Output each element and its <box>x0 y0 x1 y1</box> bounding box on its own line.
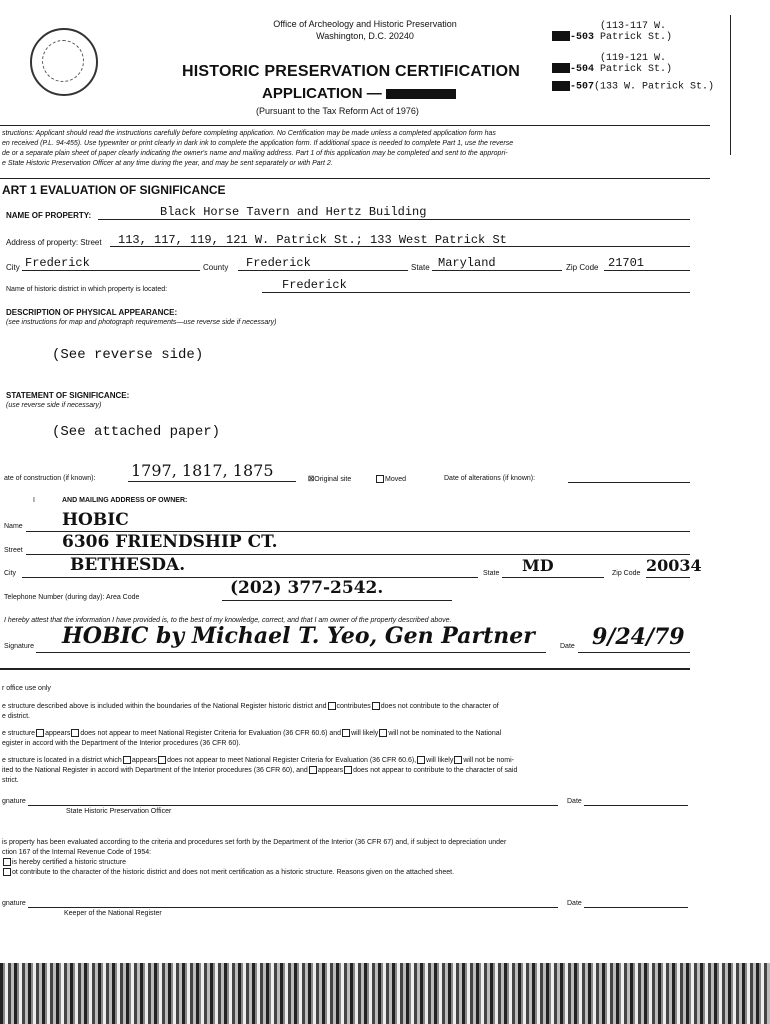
phone-value[interactable]: (202) 377-2542. <box>230 578 384 598</box>
city-value[interactable]: Frederick <box>25 256 90 270</box>
checkbox[interactable] <box>344 766 352 774</box>
attestation: I hereby attest that the information I have provided is, to the best of my knowledge, correct, and that I am owner of the property described above. <box>4 617 452 624</box>
address-value[interactable]: 113, 117, 119, 121 W. Patrick St.; 133 West Patrick St <box>118 233 507 247</box>
office-use-paragraph-1: e structure described above is included within the boundaries of the National Register historic district and contributes does not contribute to the character of e district. <box>2 703 499 720</box>
street-label: Street <box>4 547 23 554</box>
shpo-title: State Historic Preservation Officer <box>66 808 172 815</box>
owner-prefix: I <box>33 497 35 504</box>
checkbox[interactable] <box>372 702 380 710</box>
zip-value[interactable]: 21701 <box>608 256 645 270</box>
statement-sub: (use reverse side if necessary) <box>6 402 102 409</box>
owner-city-label: City <box>4 570 17 577</box>
owner-signature[interactable]: HOBIC by Michael T. Yeo, Gen Partner <box>62 623 535 649</box>
phone-label: Telephone Number (during day): Area Code <box>4 594 140 601</box>
district-label: Name of historic district in which property is located: <box>6 286 168 293</box>
margin-rule <box>730 15 731 155</box>
signature-label: Signature <box>4 643 34 650</box>
address-label: Address of property: Street <box>6 238 102 247</box>
keeper-date-label: Date <box>567 900 582 907</box>
office-use-paragraph-4: is property has been evaluated according to the criteria and procedures set forth by the Department of the Interior (36 CFR 67) and, if subject to depreciation under ction 167 of the Internal Revenue Code of 1954: is hereby certified a historic structure ot contribute to the character of the historic district and does not merit certification as a historic structure. Reasons given on the attached sheet. <box>2 839 507 876</box>
state-value[interactable]: Maryland <box>438 256 496 270</box>
office-use-heading: r office use only <box>2 685 51 692</box>
owner-state-value[interactable]: MD <box>522 556 554 575</box>
divider <box>0 668 690 670</box>
construction-label: ate of construction (if known): <box>4 475 96 482</box>
statement-label: STATEMENT OF SIGNIFICANCE: <box>6 391 130 400</box>
property-name-value[interactable]: Black Horse Tavern and Hertz Building <box>160 205 427 219</box>
county-value[interactable]: Frederick <box>246 256 311 270</box>
date-label: Date <box>560 643 575 650</box>
description-value[interactable]: (See reverse side) <box>52 347 204 363</box>
street-value[interactable]: 6306 FRIENDSHIP CT. <box>62 532 278 552</box>
instructions: structions: Applicant should read the instructions carefully before completing application. No Certification may be made unless a completed application form has en received (P.L. 94-455). Use typewriter or print clearly in dark ink to complete the application form. If additional space is needed to complete Part 1, use the reverse de or a separate plain sheet of paper clearly indicating the owner's name and mailing address. Part 1 of this application may be completed and sent to the appropri- e State Historic Preservation Officer at any time during the year, and may be sent separately or with Part 2. <box>2 130 514 167</box>
owner-heading: AND MAILING ADDRESS OF OWNER: <box>62 497 188 504</box>
part1-heading: ART 1 EVALUATION OF SIGNIFICANCE <box>2 183 226 197</box>
checkbox[interactable] <box>3 868 11 876</box>
stamp-507: -507(133 W. Patrick St.) <box>552 81 714 93</box>
divider <box>0 125 710 126</box>
moved-option[interactable]: Moved <box>375 475 406 483</box>
office-use-paragraph-2: e structure appears does not appear to meet National Register Criteria for Evaluation (36 CFR 60.6) and will likely will not be nominated to the National egister in accord with the Department of the Interior procedures (36 CFR 60). <box>2 730 502 747</box>
property-name-label: NAME OF PROPERTY: <box>6 211 92 220</box>
redaction-mark <box>386 89 456 99</box>
stamp-504: -504 (119-121 W. Patrick St.) <box>552 53 710 75</box>
owner-name-value[interactable]: HOBIC <box>62 510 129 530</box>
description-sub: (see instructions for map and photograph requirements—use reverse side if necessary) <box>6 319 277 326</box>
checkbox[interactable] <box>3 858 11 866</box>
form-pursuant: (Pursuant to the Tax Reform Act of 1976) <box>256 106 419 116</box>
district-value[interactable]: Frederick <box>282 278 347 292</box>
alterations-label: Date of alterations (if known): <box>444 475 536 482</box>
form-subtitle: APPLICATION — <box>262 85 456 102</box>
zip-label: Zip Code <box>566 263 599 272</box>
office-city: Washington, D.C. 20240 <box>316 31 414 41</box>
owner-state-label: State <box>483 570 500 577</box>
checkbox[interactable] <box>342 729 350 737</box>
city-label: City <box>6 263 20 272</box>
checkbox[interactable] <box>454 756 462 764</box>
office-name: Office of Archeology and Historic Preservation <box>273 19 457 29</box>
construction-value[interactable]: 1797, 1817, 1875 <box>131 461 274 480</box>
department-seal <box>30 28 98 96</box>
state-label: State <box>411 263 430 272</box>
keeper-signature-label: gnature <box>2 900 26 907</box>
statement-value[interactable]: (See attached paper) <box>52 424 221 440</box>
office-use-paragraph-3: e structure is located in a district which appears does not appear to meet National Register Criteria for Evaluation (36 CFR 60.6), will likely will not be nomi- ited to the National Register in accord with Department of the Interior procedures (36 CFR 60), and appears does not appear to contribute to the character of said strict. <box>2 757 518 784</box>
checkbox[interactable] <box>158 756 166 764</box>
owner-zip-value[interactable]: 20034 <box>646 556 702 575</box>
original-site-option[interactable]: ☒Original site <box>308 476 352 483</box>
county-label: County <box>203 263 229 272</box>
stamp-503: -503 (113-117 W. Patrick St.) <box>552 21 710 43</box>
form-title: HISTORIC PRESERVATION CERTIFICATION <box>182 63 520 80</box>
keeper-title: Keeper of the National Register <box>64 910 162 917</box>
checkbox[interactable] <box>36 729 44 737</box>
owner-name-label: Name <box>4 523 23 530</box>
shpo-date-label: Date <box>567 798 582 805</box>
date-value[interactable]: 9/24/79 <box>592 624 685 650</box>
scan-noise-band <box>0 963 770 1024</box>
checkbox[interactable] <box>379 729 387 737</box>
divider <box>0 178 710 179</box>
checkbox[interactable] <box>309 766 317 774</box>
checkbox[interactable] <box>417 756 425 764</box>
owner-city-value[interactable]: BETHESDA. <box>70 555 186 575</box>
checkbox[interactable] <box>123 756 131 764</box>
shpo-signature-label: gnature <box>2 798 26 805</box>
owner-zip-label: Zip Code <box>612 570 641 577</box>
checkbox[interactable] <box>71 729 79 737</box>
description-label: DESCRIPTION OF PHYSICAL APPEARANCE: <box>6 308 178 317</box>
checkbox[interactable] <box>328 702 336 710</box>
